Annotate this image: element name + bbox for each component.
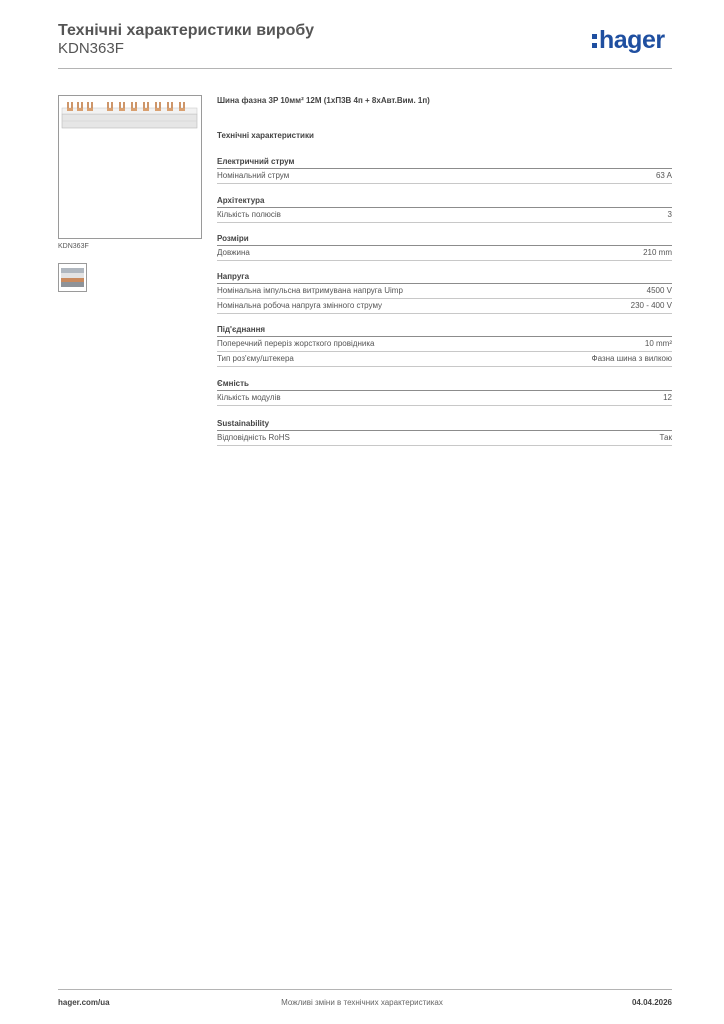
spec-group-dimensions [217, 233, 672, 261]
spec-group-voltage [217, 271, 672, 314]
spec-row [217, 299, 672, 314]
product-code-title: KDN363F [58, 40, 124, 57]
hager-logo [592, 26, 665, 55]
footer-divider [58, 989, 672, 990]
product-name: Шина фазна 3P 10мм² 12M (1хП3В 4п + 8хАвт.Вим. 1п) [217, 96, 430, 105]
footer-note: Можливі зміни в технічних характеристиках [281, 998, 443, 1007]
spec-group-title: Ємність [217, 378, 672, 391]
spec-row [217, 284, 672, 299]
spec-group-capacity [217, 378, 672, 406]
spec-value: 230 - 400 V [630, 301, 672, 310]
footer-date: 04.04.2026 [631, 998, 672, 1007]
spec-value: 12 [663, 393, 672, 402]
thumbnail-icon [59, 264, 86, 291]
spec-label: Номінальний струм [217, 171, 290, 180]
spec-label: Номінальна імпульсна витримувана напруга Uimp [217, 286, 403, 295]
header-divider [58, 68, 672, 69]
brand-name: hager [599, 26, 665, 54]
spec-value: 3 [667, 210, 672, 219]
spec-group-title: Sustainability [217, 418, 672, 431]
spec-group-connection [217, 324, 672, 367]
image-caption: KDN363F [58, 243, 89, 250]
logo-mark-icon [592, 30, 597, 52]
spec-row [217, 337, 672, 352]
spec-group-title: Електричний струм [217, 156, 672, 169]
spec-group-current [217, 156, 672, 184]
spec-value: 63 A [655, 171, 672, 180]
spec-value: Фазна шина з вилкою [591, 354, 672, 363]
spec-value: Так [659, 433, 672, 442]
spec-value: 210 mm [643, 248, 672, 257]
spec-group-architecture [217, 195, 672, 223]
spec-group-title: Архітектура [217, 195, 672, 208]
spec-label: Номінальна робоча напруга змінного струму [217, 301, 383, 310]
spec-row [217, 352, 672, 367]
product-thumbnail[interactable] [58, 263, 87, 292]
spec-label: Кількість модулів [217, 393, 281, 402]
spec-row [217, 431, 672, 446]
spec-group-title: Під'єднання [217, 324, 672, 337]
spec-group-title: Напруга [217, 271, 672, 284]
section-title: Технічні характеристики [217, 131, 314, 140]
spec-label: Відповідність RoHS [217, 433, 290, 442]
spec-row [217, 169, 672, 184]
spec-row [217, 391, 672, 406]
busbar-illustration [59, 96, 201, 238]
spec-group-title: Розміри [217, 233, 672, 246]
spec-row [217, 208, 672, 223]
document-title: Технічні характеристики виробу [58, 22, 314, 39]
spec-value: 4500 V [646, 286, 672, 295]
product-image [58, 95, 202, 239]
spec-group-sustainability [217, 418, 672, 446]
spec-label: Довжина [217, 248, 250, 257]
spec-label: Тип роз'єму/штекера [217, 354, 294, 363]
spec-label: Кількість полюсів [217, 210, 281, 219]
spec-row [217, 246, 672, 261]
spec-value: 10 mm² [644, 339, 672, 348]
footer-website-link[interactable]: hager.com/ua [58, 998, 110, 1007]
spec-label: Поперечний переріз жорсткого провідника [217, 339, 375, 348]
